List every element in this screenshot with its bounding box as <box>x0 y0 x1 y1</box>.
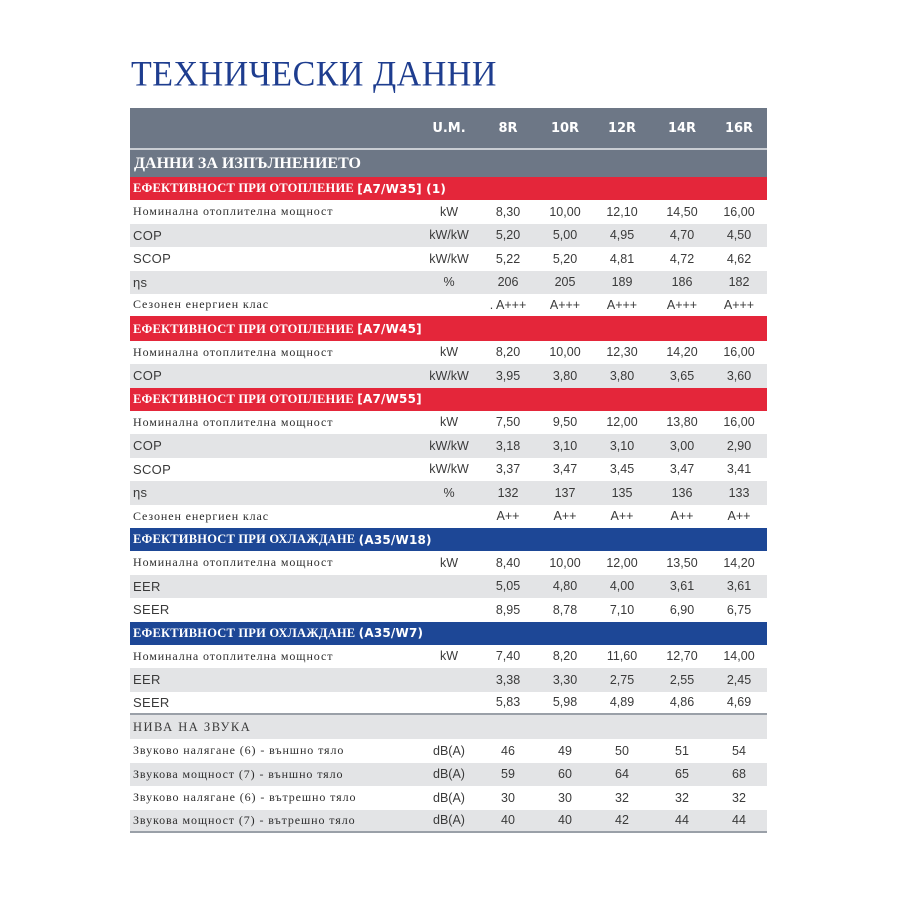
cell-10r: 10,00 <box>549 555 581 570</box>
section-header-5 <box>130 715 767 739</box>
table-row <box>130 247 767 271</box>
cell-8r: 8,40 <box>495 555 521 570</box>
cell-14r: 14,50 <box>666 204 698 219</box>
cell-8r: 5,83 <box>495 695 521 710</box>
cell-8r: 3,18 <box>495 438 521 453</box>
cell-8r: 3,95 <box>495 368 521 383</box>
cell-12r: 12,10 <box>606 204 638 219</box>
cell-12r: 50 <box>615 743 629 758</box>
section-title-text: ЕФЕКТИВНОСТ ПРИ ОХЛАЖДАНЕ <box>133 625 356 640</box>
cell-8r: 8,95 <box>495 602 521 617</box>
row-unit: dB(A) <box>433 813 465 828</box>
table-header-row <box>130 108 767 150</box>
row-unit: kW/kW <box>429 462 469 477</box>
cell-16r: 2,90 <box>726 438 752 453</box>
cell-12r: 135 <box>611 485 633 500</box>
row-unit: kW/kW <box>429 251 469 266</box>
cell-16r: 68 <box>732 767 746 782</box>
page-title: ТЕХНИЧЕСКИ ДАННИ <box>131 55 497 94</box>
header-model-16r: 16R <box>724 120 754 136</box>
cell-16r: 3,60 <box>726 368 752 383</box>
cell-8r: . A+++ <box>489 297 527 312</box>
section-header-3 <box>130 528 767 551</box>
section-condition-code: (A35/W18) <box>358 532 432 547</box>
cell-14r: 4,72 <box>669 251 695 266</box>
row-unit: kW <box>439 204 459 219</box>
cell-12r: 4,89 <box>609 695 635 710</box>
table-row <box>130 598 767 622</box>
cell-16r: 44 <box>732 813 746 828</box>
table-row <box>130 692 767 716</box>
cell-14r: 4,86 <box>669 695 695 710</box>
table-row <box>130 763 767 787</box>
table-row <box>130 294 767 318</box>
cell-14r: 186 <box>671 275 693 290</box>
row-label: ηs <box>133 274 148 290</box>
cell-8r: 3,37 <box>495 462 521 477</box>
table-row <box>130 739 767 763</box>
cell-12r: 12,00 <box>606 555 638 570</box>
cell-16r: 2,45 <box>726 672 752 687</box>
cell-12r: 42 <box>615 813 629 828</box>
cell-12r: A++ <box>610 509 634 524</box>
table-row <box>130 224 767 248</box>
cell-14r: 44 <box>675 813 689 828</box>
cell-8r: 59 <box>501 767 515 782</box>
row-label: COP <box>133 438 163 454</box>
section-header-1 <box>130 318 767 341</box>
cell-10r: 10,00 <box>549 204 581 219</box>
cell-14r: 51 <box>675 743 689 758</box>
header-model-8r: 8R <box>498 120 518 136</box>
section-title <box>130 318 422 341</box>
cell-8r: 5,05 <box>495 579 521 594</box>
cell-8r: 46 <box>501 743 515 758</box>
cell-10r: 40 <box>558 813 572 828</box>
section-title-text: ЕФЕКТИВНОСТ ПРИ ОТОПЛЕНИЕ <box>133 321 354 336</box>
table-row <box>130 575 767 599</box>
row-unit <box>420 505 478 529</box>
table-row <box>130 551 767 575</box>
row-label: Номинална отоплителна мощност <box>133 648 334 663</box>
section-title-text: ЕФЕКТИВНОСТ ПРИ ОТОПЛЕНИЕ <box>133 181 354 195</box>
cell-8r: 5,20 <box>495 228 521 243</box>
cell-16r: 6,75 <box>726 602 752 617</box>
header-model-12r: 12R <box>607 120 637 136</box>
table-row <box>130 481 767 505</box>
cell-14r: 13,50 <box>666 555 698 570</box>
header-um: U.M. <box>432 120 466 136</box>
cell-16r: A+++ <box>723 297 755 312</box>
row-unit <box>420 668 478 692</box>
row-label: Звуково налягане (6) - вътрешно тяло <box>133 790 357 805</box>
row-unit: kW <box>439 555 459 570</box>
table-row <box>130 668 767 692</box>
cell-14r: 6,90 <box>669 602 695 617</box>
section-title-text: ЕФЕКТИВНОСТ ПРИ ОХЛАЖДАНЕ <box>133 532 356 546</box>
cell-10r: 8,78 <box>552 602 578 617</box>
cell-12r: 2,75 <box>609 672 635 687</box>
section-condition-code: [A7/W55] <box>357 392 422 406</box>
cell-16r: 4,50 <box>726 228 752 243</box>
cell-16r: 16,00 <box>723 415 755 430</box>
cell-16r: 16,00 <box>723 204 755 219</box>
cell-8r: 7,50 <box>495 415 521 430</box>
cell-12r: 11,60 <box>606 649 638 664</box>
cell-14r: 3,00 <box>669 438 695 453</box>
cell-14r: 12,70 <box>666 649 698 664</box>
cell-14r: 2,55 <box>669 672 695 687</box>
cell-10r: 3,30 <box>552 672 578 687</box>
cell-14r: 13,80 <box>666 415 698 430</box>
row-label: SCOP <box>133 251 172 267</box>
cell-10r: 9,50 <box>552 415 578 430</box>
row-label: EER <box>133 672 161 688</box>
cell-12r: 189 <box>611 275 633 290</box>
row-label: Звукова мощност (7) - вътрешно тяло <box>133 812 356 827</box>
row-label: Номинална отоплителна мощност <box>133 414 334 429</box>
row-unit: kW <box>439 415 459 430</box>
cell-8r: 8,20 <box>495 345 521 360</box>
row-unit <box>420 575 478 599</box>
cell-12r: 12,30 <box>606 345 638 360</box>
cell-8r: 8,30 <box>495 204 521 219</box>
cell-10r: 3,47 <box>552 462 578 477</box>
cell-16r: 3,61 <box>726 579 752 594</box>
section-condition-code: [A7/W45] <box>357 322 422 336</box>
cell-16r: 32 <box>732 790 746 805</box>
cell-8r: 132 <box>497 485 519 500</box>
cell-10r: 5,00 <box>552 228 578 243</box>
cell-10r: 8,20 <box>552 649 578 664</box>
cell-12r: 4,81 <box>609 251 635 266</box>
row-unit: dB(A) <box>433 767 465 782</box>
performance-data-subtitle: ДАННИ ЗА ИЗПЪЛНЕНИЕТО <box>134 154 361 172</box>
row-label: COP <box>133 368 163 384</box>
cell-14r: 3,61 <box>669 579 695 594</box>
table-row <box>130 786 767 810</box>
table-row <box>130 200 767 224</box>
row-unit <box>420 692 478 714</box>
cell-10r: 30 <box>558 790 572 805</box>
cell-12r: 4,00 <box>609 579 635 594</box>
row-unit: kW/kW <box>429 438 469 453</box>
cell-12r: 32 <box>615 790 629 805</box>
row-label: SEER <box>133 694 170 710</box>
row-label: Номинална отоплителна мощност <box>133 344 334 359</box>
row-unit: % <box>443 275 455 290</box>
cell-8r: A++ <box>496 509 520 524</box>
section-header-4 <box>130 622 767 645</box>
cell-12r: 4,95 <box>609 228 635 243</box>
cell-14r: 3,47 <box>669 462 695 477</box>
cell-8r: 7,40 <box>495 649 521 664</box>
table-row <box>130 271 767 295</box>
cell-16r: A++ <box>727 509 751 524</box>
cell-14r: 32 <box>675 790 689 805</box>
header-model-10r: 10R <box>550 120 580 136</box>
table-row <box>130 341 767 365</box>
cell-14r: 3,65 <box>669 368 695 383</box>
cell-14r: 4,70 <box>669 228 695 243</box>
cell-8r: 5,22 <box>495 251 521 266</box>
section-condition-code: [A7/W35] (1) <box>357 181 447 196</box>
row-unit: kW <box>439 345 459 360</box>
table-row <box>130 810 767 834</box>
row-unit: % <box>443 485 455 500</box>
row-label: SCOP <box>133 461 172 477</box>
cell-16r: 3,41 <box>726 462 752 477</box>
cell-14r: A++ <box>670 509 694 524</box>
cell-10r: 205 <box>554 275 576 290</box>
technical-data-table <box>130 108 767 833</box>
row-unit <box>420 294 478 316</box>
section-title <box>130 622 423 645</box>
section-title-text: НИВА НА ЗВУКА <box>133 719 252 734</box>
section-title <box>130 177 446 200</box>
cell-10r: A+++ <box>549 297 581 312</box>
cell-10r: 5,98 <box>552 695 578 710</box>
cell-10r: 5,20 <box>552 251 578 266</box>
cell-10r: 49 <box>558 743 572 758</box>
table-row <box>130 505 767 529</box>
sections-container <box>130 177 767 833</box>
row-unit: dB(A) <box>433 790 465 805</box>
row-unit <box>420 598 478 622</box>
cell-14r: 136 <box>671 485 693 500</box>
table-row <box>130 458 767 482</box>
section-title <box>130 388 422 411</box>
section-title <box>130 715 256 739</box>
cell-10r: 137 <box>554 485 576 500</box>
row-label: COP <box>133 227 163 243</box>
row-label: ηs <box>133 485 148 501</box>
cell-8r: 30 <box>501 790 515 805</box>
section-title <box>130 528 432 551</box>
cell-14r: 65 <box>675 767 689 782</box>
cell-8r: 40 <box>501 813 515 828</box>
table-row <box>130 364 767 388</box>
cell-10r: A++ <box>553 509 577 524</box>
section-title-text: ЕФЕКТИВНОСТ ПРИ ОТОПЛЕНИЕ <box>133 391 354 406</box>
header-model-14r: 14R <box>667 120 697 136</box>
cell-10r: 10,00 <box>549 345 581 360</box>
cell-16r: 14,00 <box>723 649 755 664</box>
row-unit: dB(A) <box>433 743 465 758</box>
cell-12r: 3,80 <box>609 368 635 383</box>
cell-12r: 3,45 <box>609 462 635 477</box>
cell-10r: 3,10 <box>552 438 578 453</box>
cell-8r: 206 <box>497 275 519 290</box>
performance-data-subtitle-row <box>130 150 767 177</box>
row-label: Номинална отоплителна мощност <box>133 204 334 219</box>
cell-10r: 4,80 <box>552 579 578 594</box>
cell-16r: 4,69 <box>726 695 752 710</box>
row-label: Сезонен енергиен клас <box>133 508 269 523</box>
cell-16r: 182 <box>728 275 750 290</box>
row-unit: kW/kW <box>429 368 469 383</box>
cell-12r: 3,10 <box>609 438 635 453</box>
section-condition-code: (A35/W7) <box>358 626 424 640</box>
cell-10r: 3,80 <box>552 368 578 383</box>
cell-16r: 54 <box>732 743 746 758</box>
cell-16r: 14,20 <box>723 555 755 570</box>
row-label: EER <box>133 578 161 594</box>
section-header-2 <box>130 388 767 411</box>
table-row <box>130 434 767 458</box>
cell-14r: A+++ <box>666 297 698 312</box>
row-label: Звукова мощност (7) - външно тяло <box>133 766 344 781</box>
row-label: Звуково налягане (6) - външно тяло <box>133 743 345 758</box>
cell-12r: 12,00 <box>606 415 638 430</box>
row-label: SEER <box>133 602 170 618</box>
row-unit: kW/kW <box>429 228 469 243</box>
cell-16r: 4,62 <box>726 251 752 266</box>
cell-16r: 16,00 <box>723 345 755 360</box>
cell-10r: 60 <box>558 767 572 782</box>
row-label: Номинална отоплителна мощност <box>133 555 334 570</box>
row-unit: kW <box>439 649 459 664</box>
table-row <box>130 645 767 669</box>
cell-12r: 7,10 <box>609 602 635 617</box>
table-row <box>130 411 767 435</box>
section-header-0 <box>130 177 767 200</box>
cell-8r: 3,38 <box>495 672 521 687</box>
cell-12r: A+++ <box>606 297 638 312</box>
row-label: Сезонен енергиен клас <box>133 297 269 312</box>
cell-16r: 133 <box>728 485 750 500</box>
cell-12r: 64 <box>615 767 629 782</box>
cell-14r: 14,20 <box>666 345 698 360</box>
